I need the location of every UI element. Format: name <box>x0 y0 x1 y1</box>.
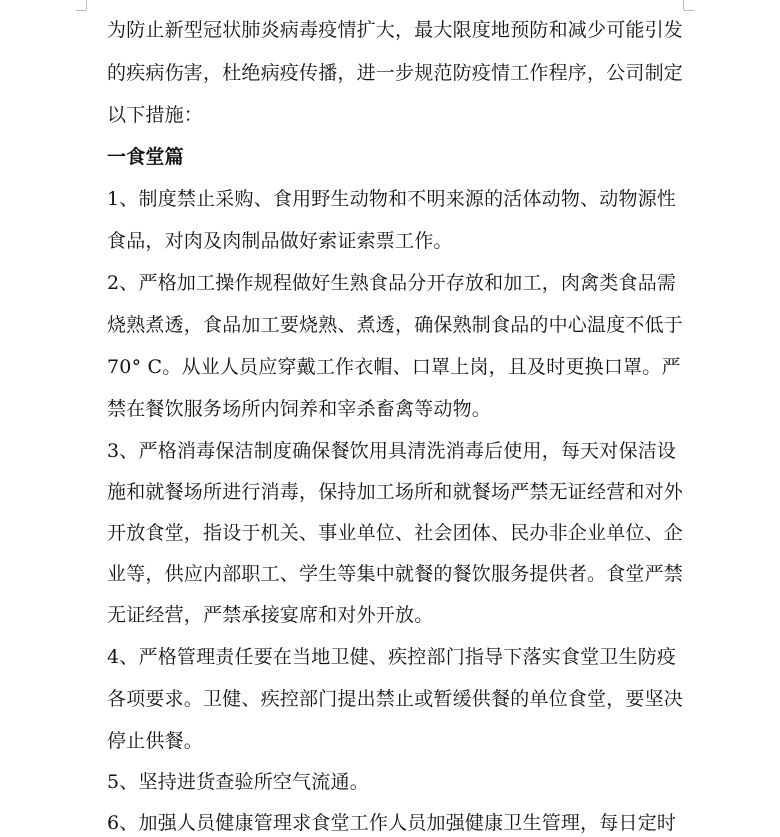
item-2-line-3: 70° C。从业人员应穿戴工作衣帽、口罩上岗，且及时更换口罩。严 <box>107 356 681 378</box>
item-4-line-1: 4、严格管理责任要在当地卫健、疾控部门指导下落实食堂卫生防疫 <box>107 646 677 668</box>
item-1-line-1: 1、制度禁止采购、食用野生动物和不明来源的活体动物、动物源性 <box>107 188 677 210</box>
intro-line-2: 的疾病伤害，杜绝病疫传播，进一步规范防疫情工作程序，公司制定 <box>107 62 684 84</box>
item-3-line-2: 施和就餐场所进行消毒，保持加工场所和就餐场严禁无证经营和对外 <box>107 481 684 503</box>
item-3-line-1: 3、严格消毒保洁制度确保餐饮用具清洗消毒后使用，每天对保洁设 <box>107 440 677 462</box>
item-3-line-3: 开放食堂，指设于机关、事业单位、社会团体、民办非企业单位、企 <box>107 522 684 544</box>
crop-mark-top-right-vertical <box>683 0 684 10</box>
item-3-line-5: 无证经营，严禁承接宴席和对外开放。 <box>107 604 434 626</box>
item-2-line-1: 2、严格加工操作规程做好生熟食品分开存放和加工，肉禽类食品需 <box>107 272 677 294</box>
crop-mark-top-left-horizontal <box>76 10 86 11</box>
item-2-line-4: 禁在餐饮服务场所内饲养和宰杀畜禽等动物。 <box>107 398 492 420</box>
item-2-line-2: 烧熟煮透，食品加工要烧熟、煮透，确保熟制食品的中心温度不低于 <box>107 314 684 336</box>
section-title: 一食堂篇 <box>107 146 184 168</box>
item-6-line-1: 6、加强人员健康管理求食堂工作人员加强健康卫生管理，每日定时 <box>107 812 677 834</box>
intro-line-1: 为防止新型冠状肺炎病毒疫情扩大，最大限度地预防和减少可能引发 <box>107 19 684 41</box>
item-1-line-2: 食品，对肉及肉制品做好索证索票工作。 <box>107 230 453 252</box>
item-4-line-2: 各项要求。卫健、疾控部门提出禁止或暂缓供餐的单位食堂，要坚决 <box>107 688 684 710</box>
crop-mark-top-right-horizontal <box>684 10 694 11</box>
crop-mark-top-left-vertical <box>86 0 87 10</box>
intro-line-3: 以下措施： <box>107 104 204 126</box>
item-5-line-1: 5、坚持进货查验所空气流通。 <box>107 771 369 793</box>
item-3-line-4: 业等，供应内部职工、学生等集中就餐的餐饮服务提供者。食堂严禁 <box>107 563 684 585</box>
item-4-line-3: 停止供餐。 <box>107 730 204 752</box>
